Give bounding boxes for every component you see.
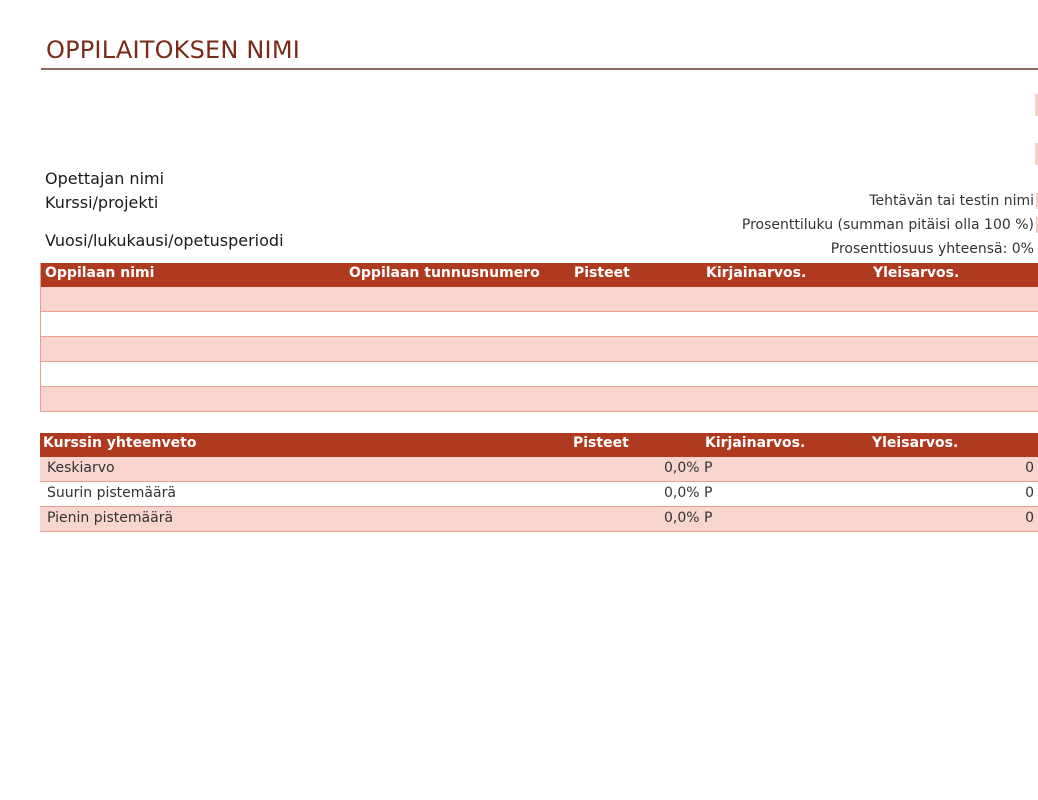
school-name-title: OPPILAITOKSEN NIMI (46, 36, 301, 64)
summary-score: 0,0% (664, 485, 700, 501)
column-header-overall-grade[interactable]: Yleisarvos. (873, 265, 960, 281)
summary-letter-grade: P (704, 510, 713, 526)
summary-overall-grade: 0 (1025, 485, 1034, 501)
table-row[interactable] (41, 287, 1038, 312)
column-header-score[interactable]: Pisteet (573, 435, 629, 451)
column-header-student-id[interactable]: Oppilaan tunnusnumero (349, 265, 540, 281)
column-header-letter-grade[interactable]: Kirjainarvos. (705, 435, 806, 451)
term-label: Vuosi/lukukausi/opetusperiodi (45, 231, 284, 250)
course-summary-table (40, 433, 1038, 532)
summary-label: Keskiarvo (47, 460, 115, 476)
table-row[interactable] (41, 362, 1038, 387)
summary-row-average[interactable] (40, 457, 1038, 482)
table-row[interactable] (41, 312, 1038, 337)
summary-label: Suurin pistemäärä (47, 485, 176, 501)
column-header-course-summary[interactable]: Kurssin yhteenveto (43, 435, 197, 451)
summary-row-min[interactable] (40, 507, 1038, 532)
title-divider (41, 68, 1038, 70)
column-header-letter-grade[interactable]: Kirjainarvos. (706, 265, 807, 281)
summary-overall-grade: 0 (1025, 510, 1034, 526)
students-table (40, 263, 1038, 412)
table-row[interactable] (41, 387, 1038, 412)
summary-overall-grade: 0 (1025, 460, 1034, 476)
summary-letter-grade: P (704, 485, 713, 501)
table-row[interactable] (41, 337, 1038, 362)
assignment-name-label: Tehtävän tai testin nimi (869, 193, 1038, 209)
column-header-student-name[interactable]: Oppilaan nimi (45, 265, 155, 281)
column-header-score[interactable]: Pisteet (574, 265, 630, 281)
percentage-total: Prosenttiosuus yhteensä: 0% (830, 241, 1034, 257)
students-table-header (41, 263, 1038, 287)
column-header-overall-grade[interactable]: Yleisarvos. (872, 435, 959, 451)
teacher-name-label: Opettajan nimi (45, 169, 165, 188)
summary-letter-grade: P (704, 460, 713, 476)
summary-row-max[interactable] (40, 482, 1038, 507)
summary-score: 0,0% (664, 460, 700, 476)
summary-table-header (40, 433, 1038, 457)
summary-score: 0,0% (664, 510, 700, 526)
summary-label: Pienin pistemäärä (47, 510, 174, 526)
percentage-label: Prosenttiluku (summan pitäisi olla 100 %) (742, 217, 1038, 233)
course-label: Kurssi/projekti (45, 193, 159, 212)
